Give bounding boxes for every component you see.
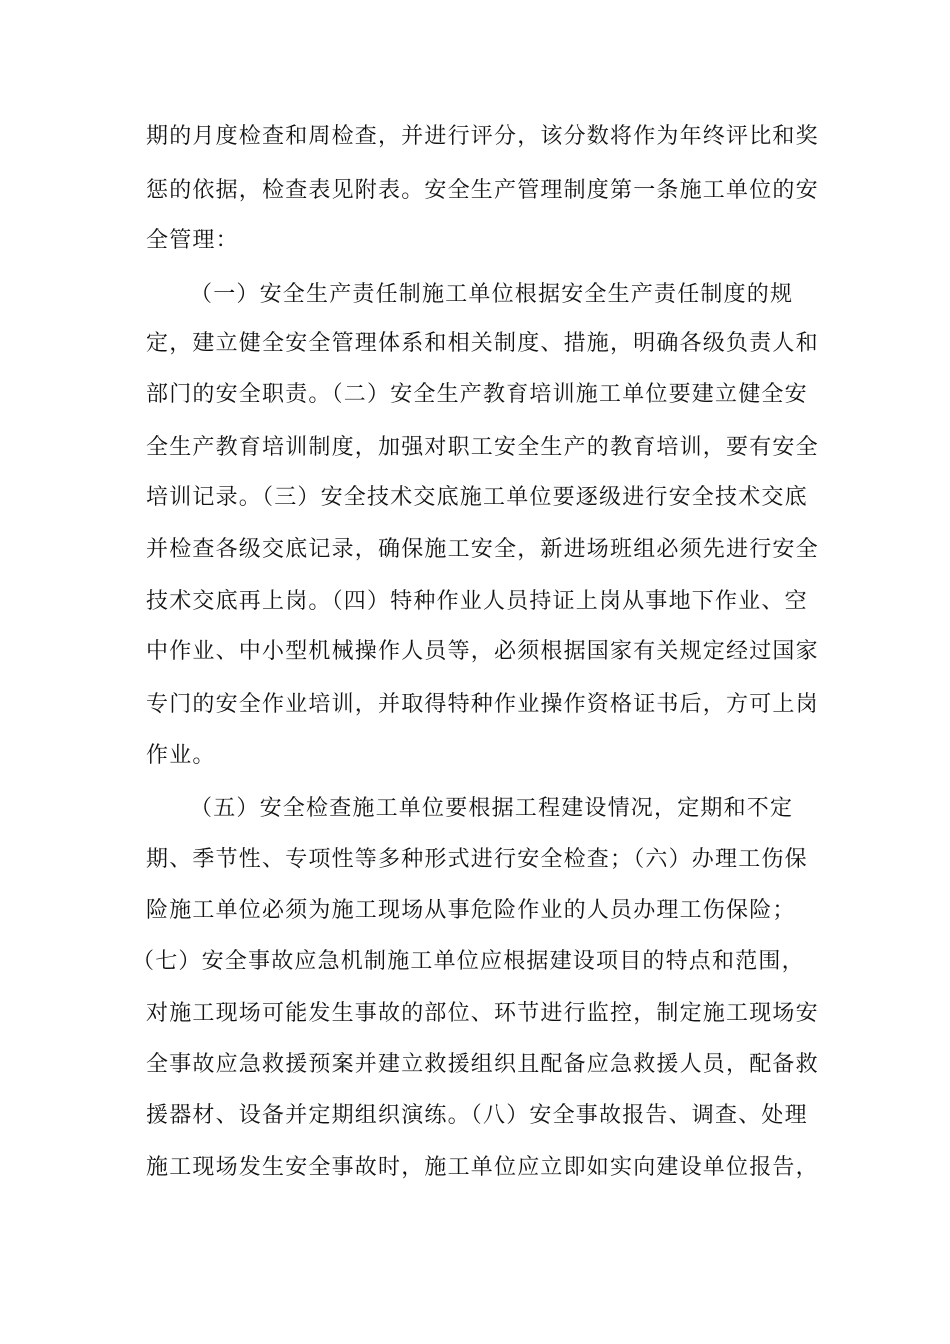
- text-line-15: 期、季节性、专项性等多种形式进行安全检查；（六）办理工伤保: [146, 847, 808, 872]
- text-line-4: （一）安全生产责任制施工单位根据安全生产责任制度的规: [190, 282, 794, 307]
- text-line-17: （七）安全事故应急机制施工单位应根据建设项目的特点和范围，: [132, 949, 805, 974]
- text-line-21: 施工现场发生安全事故时，施工单位应立即如实向建设单位报告，: [146, 1155, 819, 1180]
- text-line-1: 期的月度检查和周检查，并进行评分，该分数将作为年终评比和奖: [146, 124, 819, 149]
- text-line-9: 并检查各级交底记录，确保施工安全，新进场班组必须先进行安全: [146, 537, 819, 562]
- text-line-6: 部门的安全职责。（二）安全生产教育培训施工单位要建立健全安: [146, 382, 808, 407]
- text-line-8: 培训记录。（三）安全技术交底施工单位要逐级进行安全技术交底: [146, 485, 808, 510]
- text-line-3: 全管理：: [146, 228, 239, 253]
- text-line-10: 技术交底再上岗。（四）特种作业人员持证上岗从事地下作业、空: [146, 589, 808, 614]
- text-line-18: 对施工现场可能发生事故的部位、环节进行监控，制定施工现场安: [146, 1001, 819, 1026]
- text-line-12: 专门的安全作业培训，并取得特种作业操作资格证书后，方可上岗: [146, 692, 819, 717]
- text-line-16: 险施工单位必须为施工现场从事危险作业的人员办理工伤保险；: [146, 898, 796, 923]
- text-line-13: 作业。: [146, 743, 216, 768]
- text-line-7: 全生产教育培训制度，加强对职工安全生产的教育培训，要有安全: [146, 435, 819, 460]
- text-line-2: 惩的依据，检查表见附表。安全生产管理制度第一条施工单位的安: [146, 178, 819, 203]
- text-line-11: 中作业、中小型机械操作人员等，必须根据国家有关规定经过国家: [146, 639, 819, 664]
- text-line-19: 全事故应急救援预案并建立救援组织且配备应急救援人员，配备救: [146, 1052, 819, 1077]
- text-line-5: 定，建立健全安全管理体系和相关制度、措施，明确各级负责人和: [146, 331, 819, 356]
- text-line-14: （五）安全检查施工单位要根据工程建设情况，定期和不定: [190, 796, 794, 821]
- text-line-20: 援器材、设备并定期组织演练。（八）安全事故报告、调查、处理: [146, 1103, 808, 1128]
